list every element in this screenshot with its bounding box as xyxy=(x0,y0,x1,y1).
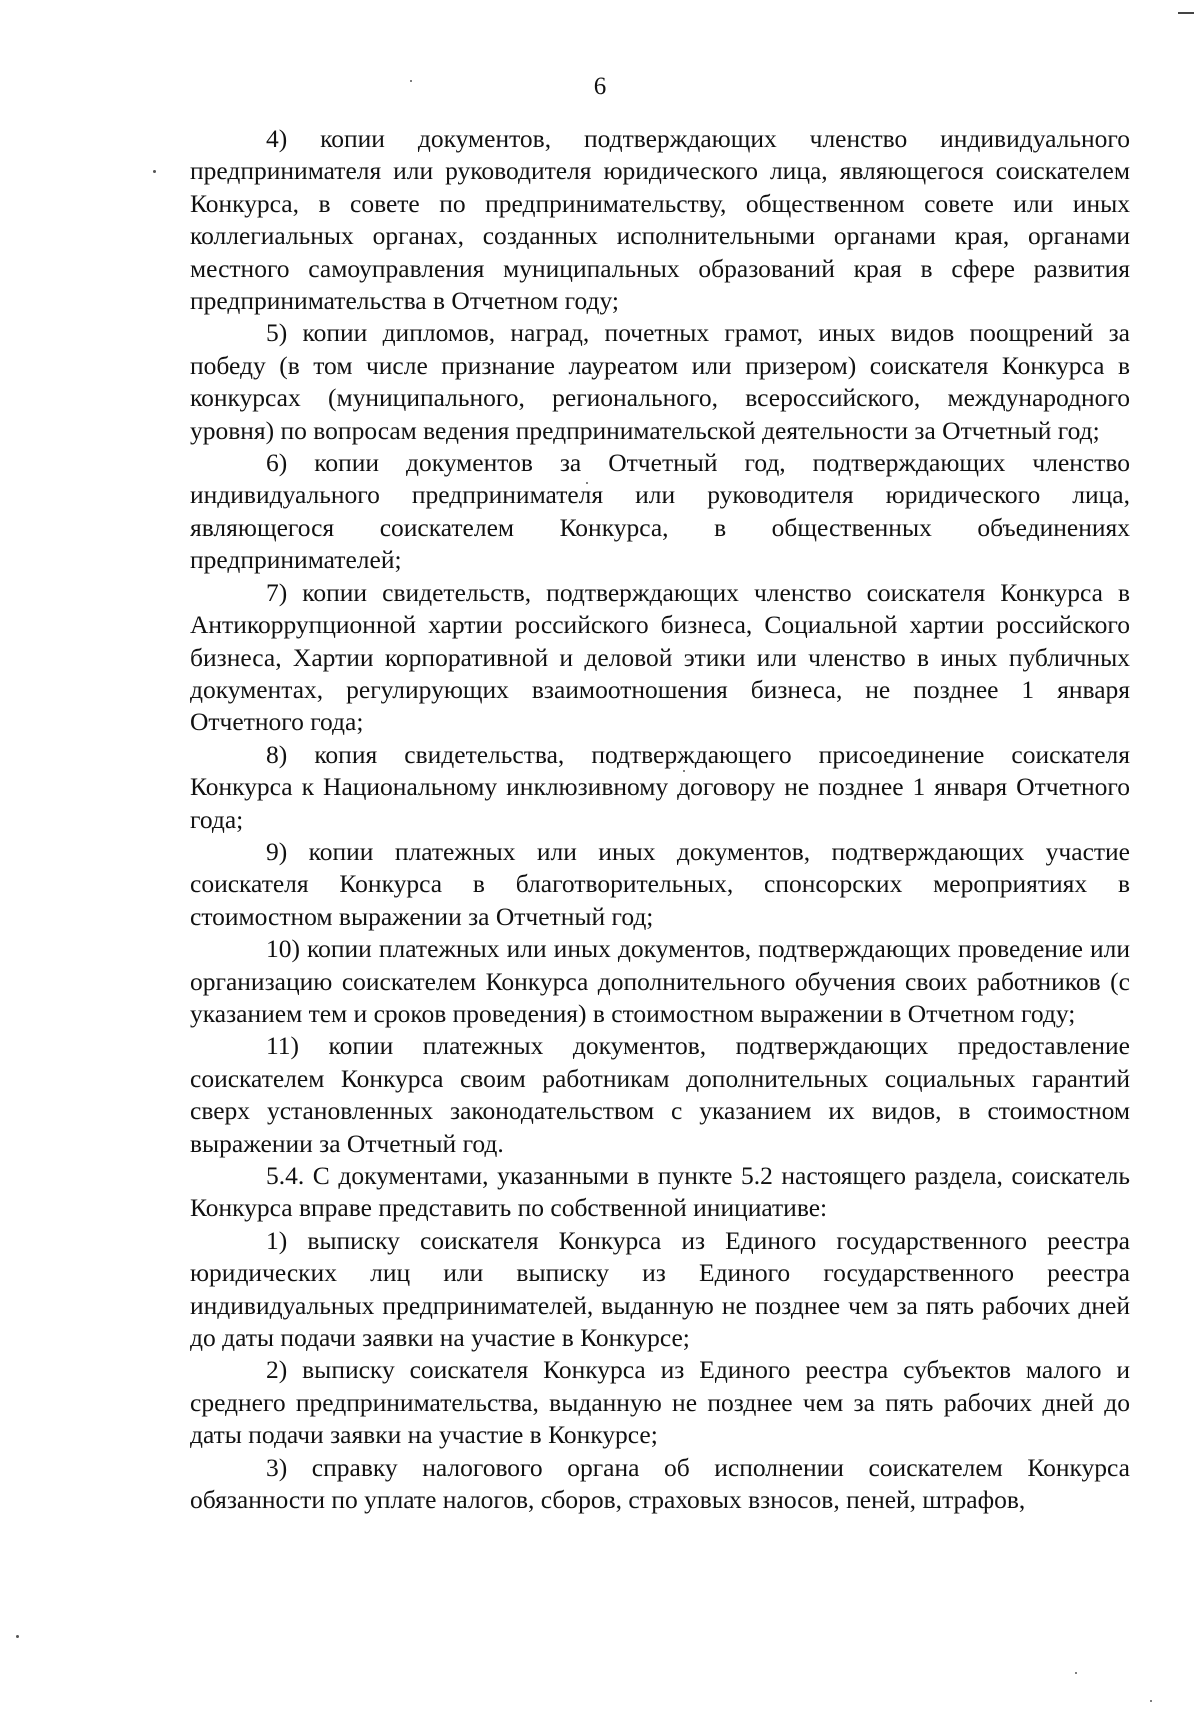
page-number: 6 xyxy=(593,73,607,100)
section-5-4-paragraph: 5.4. С документами, указанными в пункте 5.2 настоящего раздела, соискатель Конкурса вправе представить по собственной инициативе: xyxy=(190,1161,1130,1223)
scan-speck xyxy=(153,170,156,173)
document-body xyxy=(190,123,1130,1516)
paragraph-item-5: 5) копии дипломов, наград, почетных грамот, иных видов поощрений за победу (в том числе признание лауреатом или призером) соискателя Конкурса в конкурсах (муниципального, регионального, всероссийского, международного уровня) по вопросам ведения предпринимательской деятельности за Отчетный год; xyxy=(190,318,1130,445)
paragraph-item-9: 9) копии платежных или иных документов, подтверждающих участие соискателя Конкурса в благотворительных, спонсорских мероприятиях в стоимостном выражении за Отчетный год; xyxy=(190,836,1130,931)
optional-document-1: 1) выписку соискателя Конкурса из Единого государственного реестра юридических лиц или выписку из Единого государственного реестра индивидуальных предпринимателей, выданную не позднее чем за пять рабочих дней до даты подачи заявки на участие в Конкурсе; xyxy=(190,1225,1130,1353)
paragraph-item-11: 11) копии платежных документов, подтверждающих предоставление соискателем Конкурса своим работникам дополнительных социальных гарантий сверх установленных законодательством с указанием их видов, в стоимостном выражении за Отчетный год. xyxy=(190,1031,1130,1158)
paragraph-item-6: 6) копии документов за Отчетный год, подтверждающих членство индивидуального предпринимателя или руководителя юридического лица, являющегося соискателем Конкурса, в общественных объединениях предпринимателей; xyxy=(190,448,1130,575)
optional-document-3: 3) справку налогового органа об исполнении соискателем Конкурса обязанности по уплате налогов, сборов, страховых взносов, пеней, штрафов, xyxy=(190,1452,1130,1515)
paragraph-item-8: 8) копия свидетельства, подтверждающего присоединение соискателя Конкурса к Национальному инклюзивному договору не позднее 1 января Отчетного года; xyxy=(190,739,1130,834)
paragraph-item-7: 7) копии свидетельств, подтверждающих членство соискателя Конкурса в Антикоррупционной хартии российского бизнеса, Социальной хартии российского бизнеса, Хартии корпоративной и деловой этики или членство в иных публичных документах, регулирующих взаимоотношения бизнеса, не позднее 1 января Отчетного года; xyxy=(190,577,1130,737)
paragraph-item-10: 10) копии платежных или иных документов, подтверждающих проведение или организацию соискателем Конкурса дополнительного обучения своих работников (с указанием тем и сроков проведения) в стоимостном выражении в Отчетном году; xyxy=(190,934,1130,1028)
scan-speck xyxy=(1150,1700,1152,1702)
scan-edge-mark xyxy=(1178,12,1194,14)
paragraph-item-4: 4) копии документов, подтверждающих членство индивидуального предпринимателя или руководителя юридического лица, являющегося соискателем Конкурса, в совете по предпринимательству, общественном совете или иных коллегиальных органах, созданных исполнительными органами края, органами местного самоуправления муниципальных образований края в сфере развития предпринимательства в Отчетном году; xyxy=(190,124,1130,316)
optional-document-2: 2) выписку соискателя Конкурса из Единого реестра субъектов малого и среднего предпринимательства, выданную не позднее чем за пять рабочих дней до даты подачи заявки на участие в Конкурсе; xyxy=(190,1355,1130,1450)
scan-speck xyxy=(16,1635,19,1638)
scan-speck xyxy=(1075,1672,1077,1674)
